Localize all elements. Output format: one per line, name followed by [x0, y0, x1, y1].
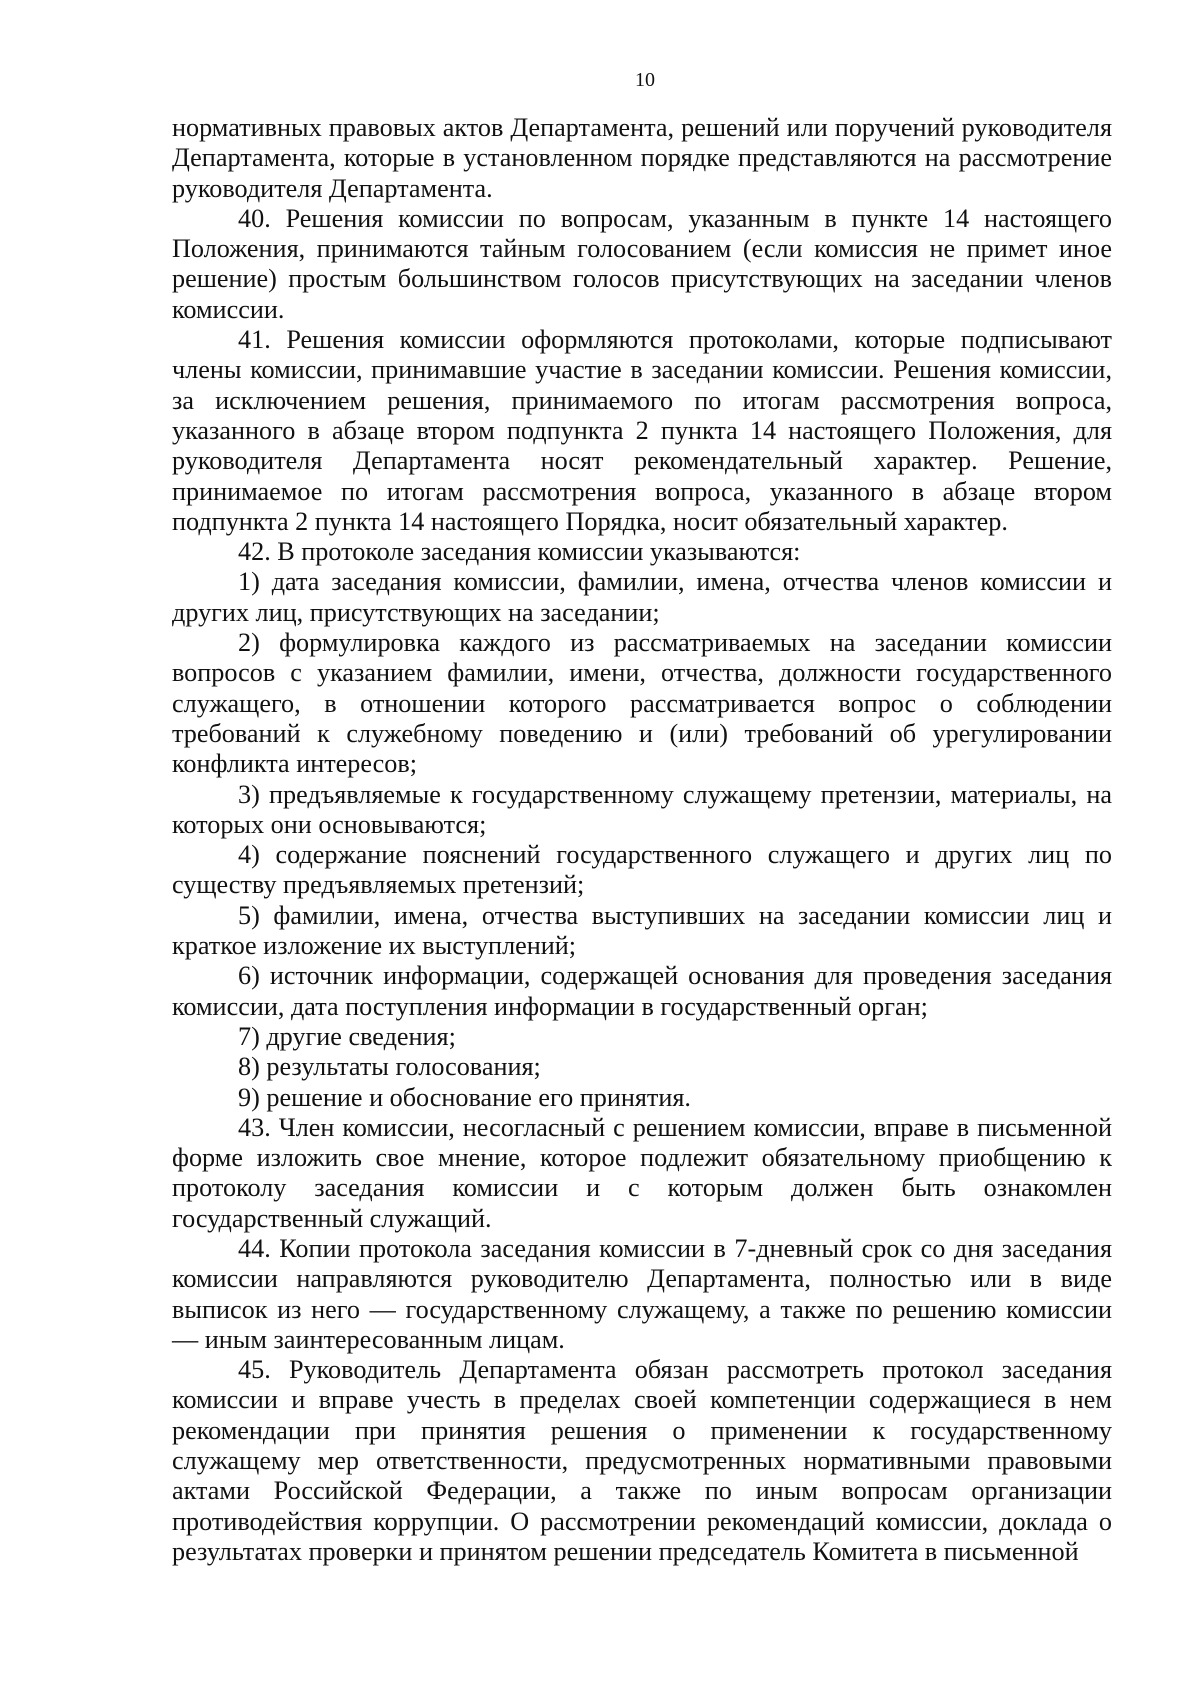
paragraph-item-45: 45. Руководитель Департамента обязан рассмотреть протокол заседания комиссии и вправе учесть в пределах своей компетенции содержащиеся в нем рекомендации при принятия решения о применении к государственному служащему мер ответственности, предусмотренных нормативными правовыми актами Российской Федерации, а также по иным вопросам организации противодействия коррупции. О рассмотрении рекомендаций комиссии, доклада о результатах проверки и принятом решении председатель Комитета в письменной [172, 1355, 1112, 1566]
list-item-9: 9) решение и обоснование его принятия. [238, 1082, 691, 1112]
paragraph-item-41: 41. Решения комиссии оформляются протоколами, которые подписывают члены комиссии, принимавшие участие в заседании комиссии. Решения комиссии, за исключением решения, принимаемого по итогам рассмотрения вопроса, указанного в абзаце втором подпункта 2 пункта 14 настоящего Положения, для руководителя Департамента носят рекомендательный характер. Решение, принимаемое по итогам рассмотрения вопроса, указанного в абзаце втором подпункта 2 пункта 14 настоящего Порядка, носит обязательный характер. [172, 325, 1112, 536]
paragraph-item-42: 42. В протоколе заседания комиссии указываются: [238, 537, 801, 567]
list-item-7: 7) другие сведения; [238, 1021, 456, 1051]
list-item-8: 8) результаты голосования; [238, 1052, 541, 1082]
page-number: 10 [635, 69, 655, 91]
list-item-3: 3) предъявляемые к государственному служащему претензии, материалы, на которых они основываются; [172, 779, 1112, 839]
paragraph-item-44: 44. Копии протокола заседания комиссии в 7-дневный срок со дня заседания комиссии направляются руководителю Департамента, полностью или в виде выписок из него — государственному служащему, а также по решению комиссии — иным заинтересованным лицам. [172, 1233, 1112, 1354]
document-body [172, 113, 1112, 1567]
list-item-6: 6) источник информации, содержащей основания для проведения заседания комиссии, дата поступления информации в государственный орган; [172, 961, 1112, 1021]
list-item-4: 4) содержание пояснений государственного служащего и других лиц по существу предъявляемых претензий; [172, 840, 1112, 900]
paragraph-item-43: 43. Член комиссии, несогласный с решением комиссии, вправе в письменной форме изложить свое мнение, которое подлежит обязательному приобщению к протоколу заседания комиссии и с которым должен быть ознакомлен государственный служащий. [172, 1112, 1112, 1233]
list-item-2: 2) формулировка каждого из рассматриваемых на заседании комиссии вопросов с указанием фамилии, имени, отчества, должности государственного служащего, в отношении которого рассматривается вопрос о соблюдении требований к служебному поведению и (или) требований об урегулировании конфликта интересов; [172, 628, 1112, 779]
list-item-5: 5) фамилии, имена, отчества выступивших на заседании комиссии лиц и краткое изложение их выступлений; [172, 900, 1112, 961]
paragraph-item-40: 40. Решения комиссии по вопросам, указанным в пункте 14 настоящего Положения, принимаются тайным голосованием (если комиссия не примет иное решение) простым большинством голосов присутствующих на заседании членов комиссии. [172, 203, 1112, 324]
paragraph-continuation: нормативных правовых актов Департамента, решений или поручений руководителя Департамента, которые в установленном порядке представляются на рассмотрение руководителя Департамента. [172, 113, 1112, 203]
list-item-1: 1) дата заседания комиссии, фамилии, имена, отчества членов комиссии и других лиц, присутствующих на заседании; [172, 567, 1112, 627]
